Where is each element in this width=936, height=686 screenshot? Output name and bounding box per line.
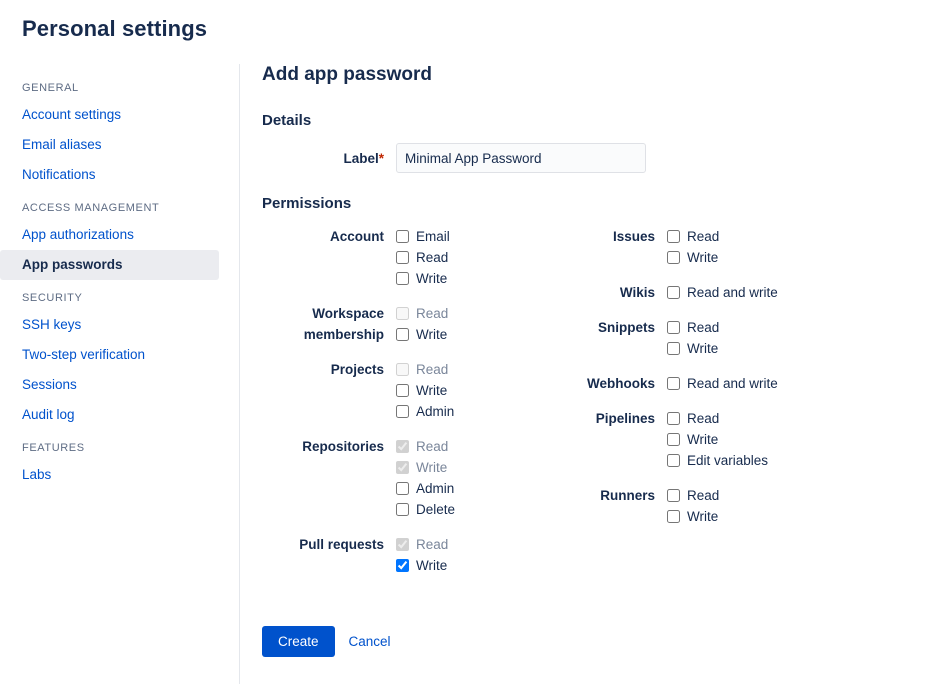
- permission-group-label: Account: [330, 229, 384, 244]
- required-marker: *: [378, 150, 384, 166]
- checkbox-label: Read: [416, 362, 449, 377]
- checkbox-pull-requests-read: [396, 538, 409, 551]
- permission-option: [667, 338, 719, 359]
- permission-option: [667, 282, 778, 303]
- checkbox-label[interactable]: Edit variables: [687, 453, 769, 468]
- checkbox-repositories-delete[interactable]: [396, 503, 409, 516]
- sidebar-item-two-step-verification[interactable]: Two-step verification: [22, 347, 146, 362]
- checkbox-issues-read[interactable]: [667, 230, 680, 243]
- permission-group-label: Issues: [612, 229, 655, 244]
- permission-option: [667, 408, 768, 429]
- checkbox-account-write[interactable]: [396, 272, 409, 285]
- sidebar-group-title: SECURITY: [22, 292, 83, 304]
- checkbox-pipelines-read[interactable]: [667, 412, 680, 425]
- sidebar-item-account-settings[interactable]: Account settings: [22, 107, 122, 122]
- permission-option: [667, 373, 778, 394]
- permission-option: [396, 324, 448, 345]
- checkbox-label[interactable]: Write: [416, 558, 448, 573]
- checkbox-webhooks-read-and-write[interactable]: [667, 377, 680, 390]
- checkbox-label[interactable]: Read: [687, 320, 720, 335]
- checkbox-workspace-membership-read: [396, 307, 409, 320]
- checkbox-wikis-read-and-write[interactable]: [667, 286, 680, 299]
- permission-option: [396, 555, 448, 576]
- permission-group-label: Wikis: [619, 285, 655, 300]
- checkbox-workspace-membership-write[interactable]: [396, 328, 409, 341]
- checkbox-label[interactable]: Write: [687, 509, 719, 524]
- permission-option: [667, 450, 768, 471]
- permission-options: [396, 226, 450, 289]
- checkbox-label[interactable]: Read and write: [687, 376, 778, 391]
- sidebar-item-audit-log[interactable]: Audit log: [22, 407, 75, 422]
- checkbox-label[interactable]: Write: [416, 383, 448, 398]
- permission-group: [547, 226, 847, 268]
- permissions-section-title: Permissions: [262, 195, 352, 212]
- label-field-label: [262, 151, 396, 166]
- checkbox-snippets-write[interactable]: [667, 342, 680, 355]
- page-layout: [0, 64, 936, 684]
- permission-group: [547, 485, 847, 527]
- permission-options: [667, 317, 719, 359]
- checkbox-issues-write[interactable]: [667, 251, 680, 264]
- main-content: [240, 64, 936, 684]
- permission-options: [667, 485, 719, 527]
- sidebar-item-labs[interactable]: Labs: [22, 467, 52, 482]
- permissions-right-column: [547, 226, 847, 590]
- permission-option: [396, 226, 450, 247]
- label-input[interactable]: [396, 143, 646, 173]
- permission-option: [396, 380, 454, 401]
- sidebar-item-app-passwords[interactable]: App passwords: [0, 250, 219, 280]
- checkbox-label[interactable]: Write: [416, 271, 448, 286]
- checkbox-pull-requests-write[interactable]: [396, 559, 409, 572]
- checkbox-label[interactable]: Read: [416, 250, 449, 265]
- permission-option: [667, 226, 719, 247]
- permission-option: [396, 268, 450, 289]
- checkbox-label[interactable]: Read: [687, 411, 720, 426]
- permission-option: [396, 499, 455, 520]
- checkbox-label: Read: [416, 537, 449, 552]
- permission-options: [667, 373, 778, 394]
- permissions-columns: [262, 226, 936, 590]
- sidebar-group-title: FEATURES: [22, 442, 85, 454]
- permission-group-label: Workspace membership: [303, 306, 384, 342]
- sidebar-item-app-authorizations[interactable]: App authorizations: [22, 227, 134, 242]
- checkbox-projects-write[interactable]: [396, 384, 409, 397]
- checkbox-label[interactable]: Admin: [416, 481, 455, 496]
- permission-option: [667, 506, 719, 527]
- permission-option: [667, 317, 719, 338]
- permission-group: [547, 282, 847, 303]
- label-field-row: [262, 143, 936, 173]
- permission-group: [547, 408, 847, 471]
- checkbox-label[interactable]: Email: [416, 229, 450, 244]
- permission-group-label: Runners: [600, 488, 655, 503]
- checkbox-repositories-write: [396, 461, 409, 474]
- checkbox-repositories-admin[interactable]: [396, 482, 409, 495]
- permission-group-label: Pipelines: [595, 411, 655, 426]
- page-title: Personal settings: [22, 16, 208, 41]
- permission-group-label: Webhooks: [586, 376, 655, 391]
- permission-group-label: Repositories: [302, 439, 384, 454]
- permission-group-label: Projects: [330, 362, 384, 377]
- checkbox-projects-read: [396, 363, 409, 376]
- checkbox-label[interactable]: Write: [687, 250, 719, 265]
- cancel-button[interactable]: Cancel: [348, 634, 391, 649]
- permission-group: [262, 226, 547, 289]
- checkbox-label[interactable]: Read: [687, 229, 720, 244]
- permission-options: [396, 436, 455, 520]
- checkbox-label[interactable]: Write: [687, 432, 719, 447]
- permission-option: [396, 401, 454, 422]
- sidebar-item-sessions[interactable]: Sessions: [22, 377, 77, 392]
- checkbox-label: Read: [416, 439, 449, 454]
- permissions-left-column: [262, 226, 547, 590]
- checkbox-runners-write[interactable]: [667, 510, 680, 523]
- checkbox-label[interactable]: Admin: [416, 404, 455, 419]
- checkbox-account-read[interactable]: [396, 251, 409, 264]
- checkbox-label[interactable]: Write: [687, 341, 719, 356]
- permission-group: [262, 303, 547, 345]
- checkbox-label: Write: [416, 460, 448, 475]
- checkbox-label: Read: [416, 306, 449, 321]
- checkbox-label[interactable]: Write: [416, 327, 448, 342]
- permission-option: [396, 534, 448, 555]
- permission-group: [262, 436, 547, 520]
- sidebar: [0, 64, 240, 684]
- permission-option: [396, 436, 455, 457]
- permission-option: [396, 247, 450, 268]
- form-actions: [262, 626, 936, 657]
- checkbox-repositories-read: [396, 440, 409, 453]
- permission-options: [396, 534, 448, 576]
- permission-group: [262, 534, 547, 576]
- permission-options: [667, 226, 719, 268]
- checkbox-pipelines-write[interactable]: [667, 433, 680, 446]
- sidebar-group-title: GENERAL: [22, 82, 79, 94]
- checkbox-label[interactable]: Delete: [416, 502, 456, 517]
- permission-group-label: Pull requests: [299, 537, 384, 552]
- permission-options: [396, 359, 454, 422]
- label-field-text: Label: [343, 150, 379, 166]
- permission-option: [667, 429, 768, 450]
- permission-options: [667, 408, 768, 471]
- create-button[interactable]: Create: [262, 626, 335, 657]
- content-heading: Add app password: [262, 64, 432, 85]
- permission-group: [547, 317, 847, 359]
- permission-option: [396, 303, 448, 324]
- permission-group-label: Snippets: [597, 320, 655, 335]
- sidebar-group-title: ACCESS MANAGEMENT: [22, 202, 160, 214]
- checkbox-projects-admin[interactable]: [396, 405, 409, 418]
- permission-option: [396, 359, 454, 380]
- permission-option: [396, 457, 455, 478]
- checkbox-snippets-read[interactable]: [667, 321, 680, 334]
- details-section-title: Details: [262, 112, 312, 129]
- checkbox-label[interactable]: Read: [687, 488, 720, 503]
- sidebar-item-ssh-keys[interactable]: SSH keys: [22, 317, 82, 332]
- checkbox-account-email[interactable]: [396, 230, 409, 243]
- permission-group: [547, 373, 847, 394]
- permission-group: [262, 359, 547, 422]
- sidebar-item-email-aliases[interactable]: Email aliases: [22, 137, 102, 152]
- permission-options: [396, 303, 448, 345]
- checkbox-runners-read[interactable]: [667, 489, 680, 502]
- permission-option: [667, 485, 719, 506]
- sidebar-item-notifications[interactable]: Notifications: [22, 167, 96, 182]
- permission-option: [396, 478, 455, 499]
- permission-option: [667, 247, 719, 268]
- checkbox-label[interactable]: Read and write: [687, 285, 778, 300]
- checkbox-pipelines-edit-variables[interactable]: [667, 454, 680, 467]
- permission-options: [667, 282, 778, 303]
